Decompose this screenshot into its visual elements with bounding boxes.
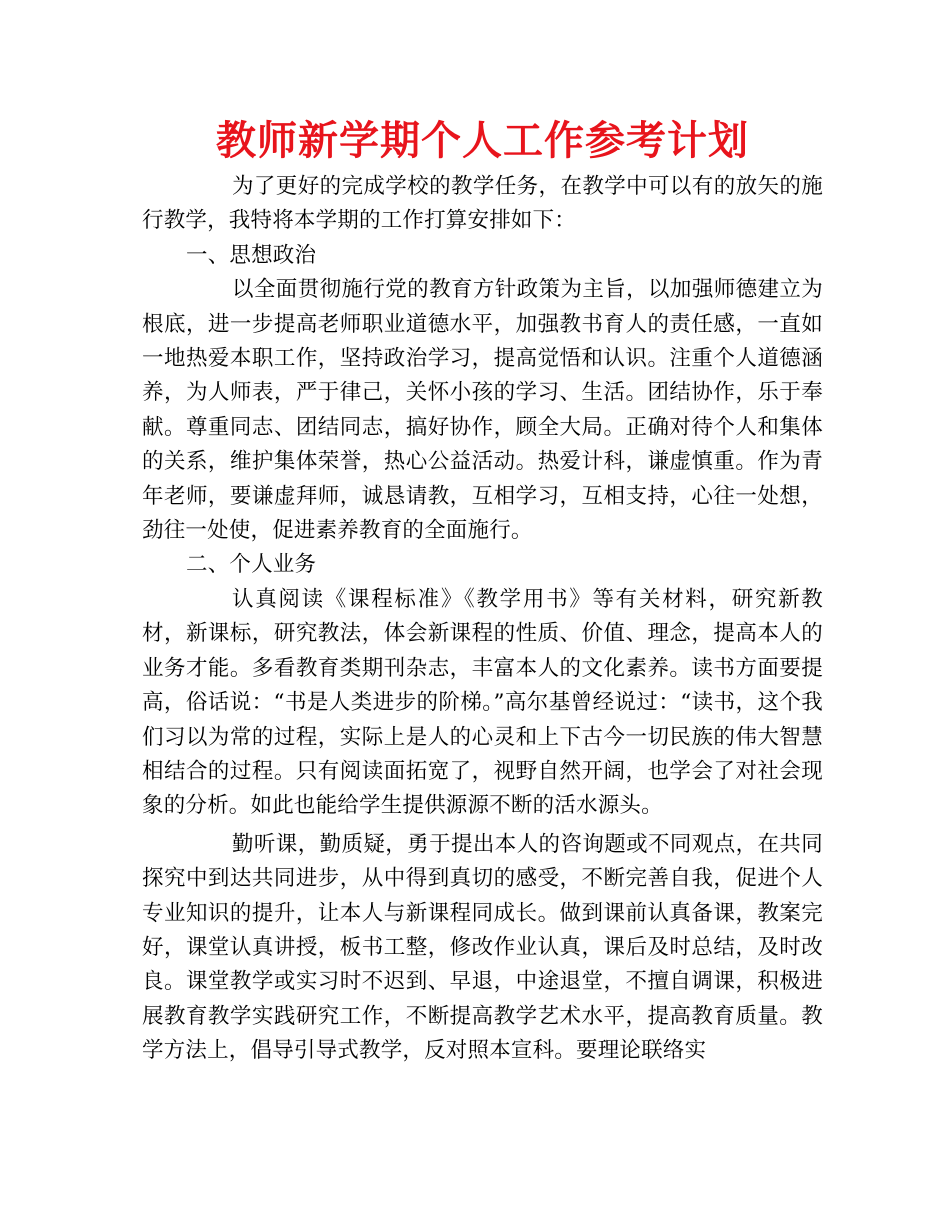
document-title: 教师新学期个人工作参考计划 bbox=[216, 118, 749, 164]
section-heading-politics: 一、思想政治 bbox=[186, 242, 317, 268]
teaching-paragraph: 勤听课，勤质疑，勇于提出本人的咨询题或不同观点，在共同探究中到达共同进步，从中得到真切的感受，不断完善自我，促进个人专业知识的提升，让本人与新课程同成长。做到课前认真备课，教案完好，课堂认真讲授，板书工整，修改作业认真，课后及时总结，及时改良。课堂教学或实习时不迟到、早退，中途退堂，不擅自调课，积极进展教育教学实践研究工作，不断提高教学艺术水平，提高教育质量。教学方法上，倡导引导式教学，反对照本宣科。要理论联络实 bbox=[142, 831, 823, 1064]
section-heading-business: 二、个人业务 bbox=[186, 552, 317, 578]
politics-paragraph: 以全面贯彻施行党的教育方针政策为主旨，以加强师德建立为根底，进一步提高老师职业道德水平，加强教书育人的责任感，一直如一地热爱本职工作，坚持政治学习，提高觉悟和认识。注重个人道德涵养，为人师表，严于律己，关怀小孩的学习、生活。团结协作，乐于奉献。尊重同志、团结同志，搞好协作，顾全大局。正确对待个人和集体的关系，维护集体荣誉，热心公益活动。热爱计科，谦虚慎重。作为青年老师，要谦虚拜师，诚恳请教，互相学习，互相支持，心往一处想，劲往一处使，促进素养教育的全面施行。 bbox=[142, 277, 823, 544]
reading-paragraph: 认真阅读《课程标准》《教学用书》等有关材料，研究新教材，新课标，研究教法，体会新课程的性质、价值、理念，提高本人的业务才能。多看教育类期刊杂志，丰富本人的文化素养。读书方面要提高，俗话说：“书是人类进步的阶梯。”高尔基曾经说过：“读书，这个我们习以为常的过程，实际上是人的心灵和上下古今一切民族的伟大智慧相结合的过程。只有阅读面拓宽了，视野自然开阔，也学会了对社会现象的分析。如此也能给学生提供源源不断的活水源头。 bbox=[142, 586, 823, 819]
document-page bbox=[142, 112, 823, 1069]
intro-paragraph: 为了更好的完成学校的教学任务，在教学中可以有的放矢的施行教学，我特将本学期的工作打算安排如下： bbox=[142, 174, 823, 234]
